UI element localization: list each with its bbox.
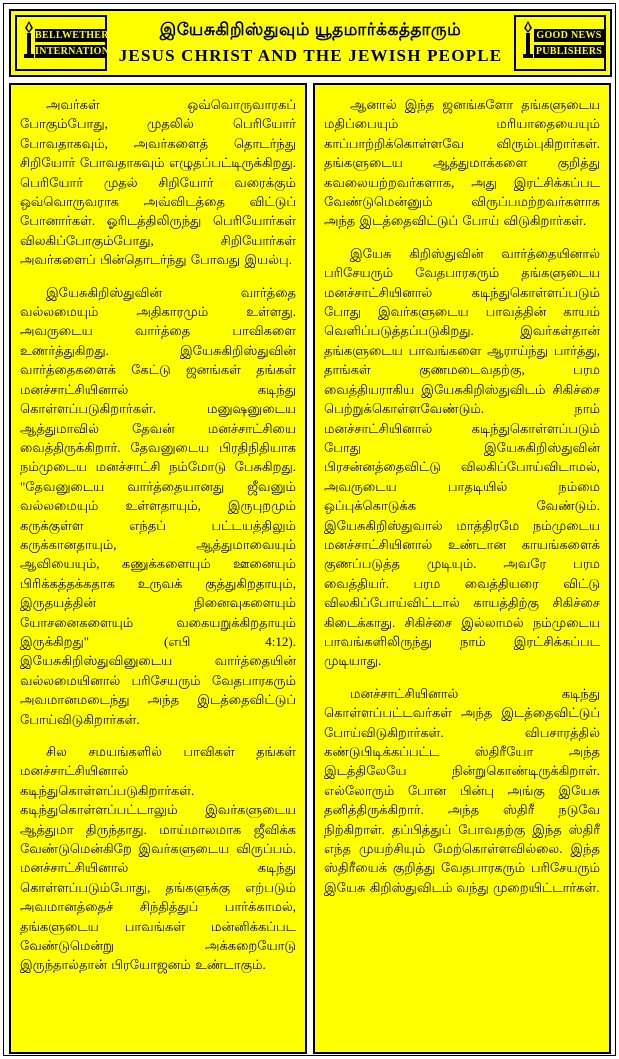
paragraph: இயேசுகிறிஸ்துவின் வார்த்தை வல்லமையும் அதிகாரமும் உள்ளது. அவருடைய வார்த்தை பாவிகளை உணர்த்துகிறது. இயேசுகிறிஸ்துவின் வார்த்தைகளைக் கேட்டு ஜனங்கள் தங்கள் மனச்சாட்சியினால் கடிந்து கொள்ளப்படுகிறார்கள். மனுஷனுடைய ஆத்துமாவில் தேவன் மனச்சாட்சியை வைத்திருக்கிறார். தேவனுடைய பிரதிநிதியாக நம்முடைய மனச்சாட்சி நம்மோடு பேசுகிறது. "தேவனுடைய வார்த்தையானது ஜீவனும் வல்லமையும் உள்ளதாயும், இருபுறமும் கருக்குள்ள எந்தப் பட்டயத்திலும் கருக்கானதாயும், ஆத்துமாவையும் ஆவியையும், கணுக்களையும் ஊனையும் பிரிக்கத்தக்கதாக உருவக் குத்துகிறதாயும், இருதயத்தின் நினைவுகளையும் யோசனைகளையும் வகையறுக்கிறதாயும் இருக்கிறது" (எபி 4:12). இயேசுகிறிஸ்துவினுடைய வார்த்தையின் வல்லமையினால் பரிசேயரும் வேதபாரகரும் அவமானமடைந்து அந்த இடத்தைவிட்டுப் போய்விடுகிறார்கள்.: [20, 284, 296, 727]
publisher-logo-bellwether: [15, 15, 124, 71]
publisher-logo-goodnews: [514, 15, 606, 71]
page-title-english: JESUS CHRIST AND THE JEWISH PEOPLE: [118, 46, 503, 65]
document-header: [9, 9, 612, 77]
page-title-tamil: இயேசுகிறிஸ்துவும் யூதமார்க்கத்தாரும்: [159, 20, 462, 39]
document-body: [9, 83, 612, 1054]
torch-emblem-icon-right: [520, 21, 536, 59]
paragraph: அவர்கள் ஒவ்வொருவாரகப் போகும்போது, முதலில் பெரியோர் போவதாகவும், அவர்களைத் தொடர்ந்து சிறியோர் போவதாகவும் எழுதப்பட்டிருக்கிறது. பெரியோர் முதல் சிறியோர் வரைக்கும் ஒவ்வொருவராக அவ்விடத்தை விட்டுப் போனார்கள். ஓரிடத்திலிருந்து பெரியோர்கள் விலகிப்போகும்போது, சிறியோர்கள் அவர்களைப் பின்தொடர்ந்து போவது இயல்பு.: [20, 97, 296, 268]
text-column-right: [313, 83, 611, 1054]
document-title-block: [111, 11, 510, 75]
document-frame: [3, 3, 616, 1056]
goodnews-logo-line2: PUBLISHERS: [535, 45, 603, 57]
paragraph: மனச்சாட்சியினால் கடிந்து கொள்ளப்பட்டவர்கள் அந்த இடத்தைவிட்டுப் போய்விடுகிறார்கள். விபசாரத்தில் கண்டுபிடிக்கப்பட்ட ஸ்திரீயோ அந்த இடத்திலேயே நின்றுகொண்டிருக்கிறாள். எல்லோரும் போன பின்பு அங்கு இயேசு தனித்திருக்கிறார். அந்த ஸ்திரீ நடுவே நிற்கிறாள். தப்பித்துப் போவதற்கு இந்த ஸ்திரீ எந்த முயற்சியும் மேற்கொள்ளவில்லை. இந்த ஸ்திரீயைக் குறித்து வேதபாரகரும் பரிசேயரும் இயேசு கிறிஸ்துவிடம் வந்து முறையிட்டார்கள்.: [324, 685, 600, 895]
goodnews-logo-line1: GOOD NEWS: [534, 29, 604, 42]
paragraph: சில சமயங்களில் பாவிகள் தங்கள் மனச்சாட்சியினால் கடிந்துகொள்ளப்படுகிறார்கள். கடிந்துகொள்ளப்பட்டாலும் இவர்களுடைய ஆத்துமா திருந்தாது. மாய்மாலமாக ஜீவிக்க வேண்டுமென்கிறே இவர்களுடைய விருப்பம். மனச்சாட்சியினால் கடிந்து கொள்ளப்படும்போது, தங்களுக்கு எற்படும் அவமானத்தைச் சிந்தித்துப் பார்க்காமல், தங்களுடைய பாவங்கள் மன்னிக்கப்பட வேண்டுமென்று அக்கறையோடு இருந்தால்தான் பிரயோஜனம் உண்டாகும்.: [20, 744, 296, 973]
text-column-left: [9, 83, 307, 1054]
torch-emblem-icon: [21, 21, 37, 59]
paragraph: இயேசு கிறிஸ்துவின் வார்த்தையினால் பரிசேயரும் வேதபாரகரும் தங்களுடைய மனச்சாட்சியினால் கடிந்துகொள்ளப்படும் போது இவர்களுடைய பாவத்தின் காயம் வெளிப்படுத்தப்படுகிறது. இவர்கள்தான் தங்களுடைய பாவங்களை ஆராய்ந்து பார்த்து, தாங்கள் குணமடைவதற்கு, பரம வைத்தியராகிய இயேசுகிறிஸ்துவிடம் சிகிச்சை பெற்றுக்கொள்ளவேண்டும். நாம் மனச்சாட்சியினால் கடிந்துகொள்ளப்படும் போது இயேசுகிறிஸ்துவின் பிரசன்னத்தைவிட்டு விலகிப்போய்விடாமல், அவருடைய பாதடியில் நம்மை ஒப்புக்கொடுக்க வேண்டும். இயேசுகிறிஸ்துவால் மாத்திரமே நம்முடைய மனச்சாட்சியினால் உண்டான காயங்களைக் குணப்படுத்த முடியும். அவரே பரம வைத்தியர். பரம வைத்தியரை விட்டு விலகிப்போய்விட்டால் காயத்திற்கு சிகிச்சை கிடைக்காது. சிகிச்சை இல்லாமல் நம்முடைய பாவங்களிலிருந்து நாம் இரட்சிக்கப்பட முடியாது.: [324, 245, 600, 669]
paragraph: ஆனால் இந்த ஜனங்களோ தங்களுடைய மதிப்பையும் மரியாதையையும் காப்பாற்றிக்கொள்ளவே விரும்புகிறார்கள். தங்களுடைய ஆத்துமாக்களை குறித்து கவலையற்றவர்களாக, அது இரட்சிக்கப்பட வேண்டுமென்னும் விருப்பமற்றவர்களாக அந்த இடத்தைவிட்டுப் போய் விடுகிறார்கள்.: [324, 97, 600, 229]
bellwether-logo-line1: BELLWETHER: [35, 29, 109, 41]
bellwether-logo-line2: INTERNATIONAL: [35, 45, 124, 57]
